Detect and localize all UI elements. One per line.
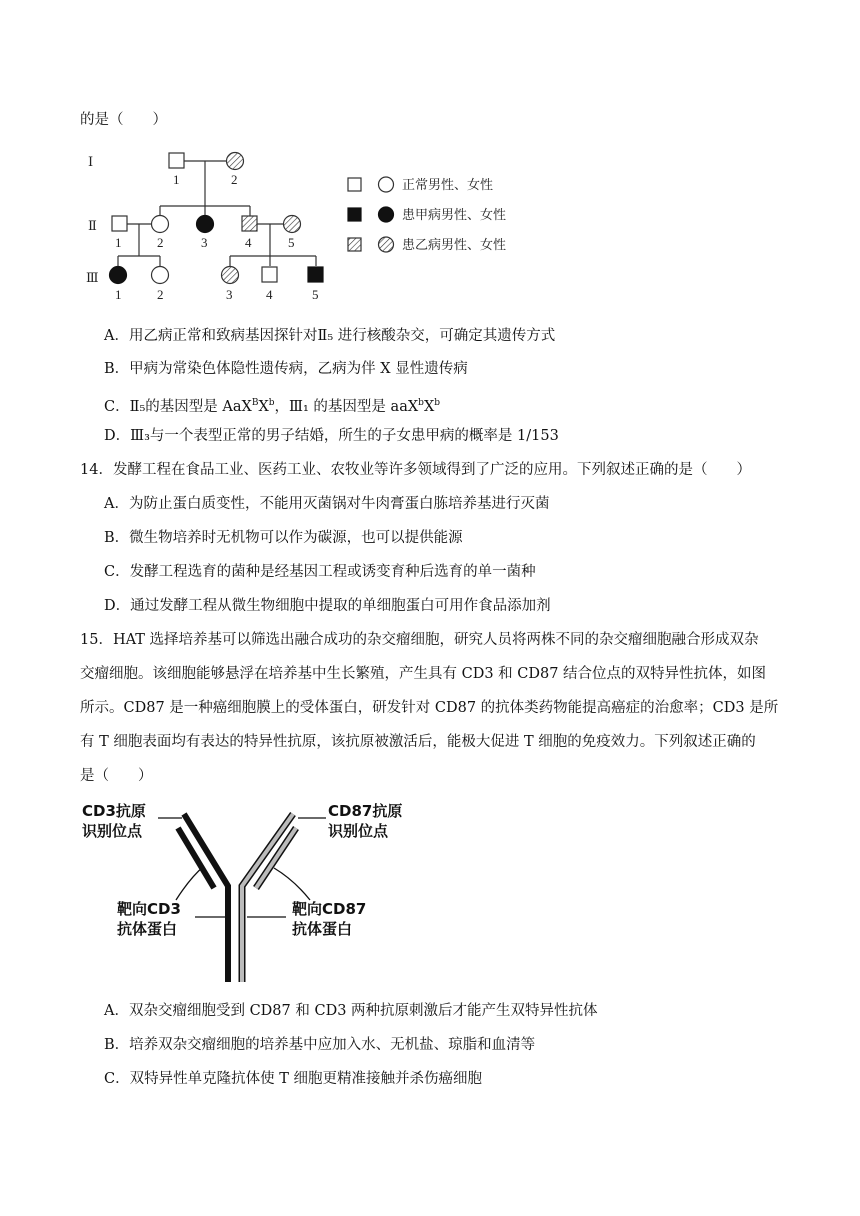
- q15-option-c: C．双特异性单克隆抗体使 T 细胞更精准接触并杀伤癌细胞: [104, 1071, 482, 1087]
- svg-text:4: 4: [245, 235, 252, 250]
- svg-text:5: 5: [312, 287, 319, 302]
- label-cd87-site-1: CD87抗原: [328, 802, 403, 820]
- gen2-female-2: [152, 216, 169, 233]
- q15-option-a: A．双杂交瘤细胞受到 CD87 和 CD3 两种抗原刺激后才能产生双特异性抗体: [104, 1003, 598, 1019]
- q14-stem: 14．发酵工程在食品工业、医药工业、农牧业等许多领域得到了广泛的应用。下列叙述正确的是（ ）: [80, 462, 751, 478]
- pedigree-chart: [80, 146, 560, 306]
- gen3-male-5: [308, 267, 323, 282]
- label-cd87-site-2: 识别位点: [328, 822, 389, 840]
- gen2-female-3: [197, 216, 214, 233]
- gen3-female-2: [152, 267, 169, 284]
- q13-option-a: A．用乙病正常和致病基因探针对Ⅱ₅ 进行核酸杂交，可确定其遗传方式: [104, 328, 556, 344]
- svg-text:2: 2: [231, 172, 238, 187]
- svg-text:患乙病男性、女性: 患乙病男性、女性: [402, 237, 507, 252]
- svg-text:5: 5: [288, 235, 295, 250]
- gen2-female-5: [284, 216, 301, 233]
- svg-text:1: 1: [173, 172, 180, 187]
- label-cd3-protein-2: 抗体蛋白: [117, 920, 178, 938]
- gen1-female-2: [227, 153, 244, 170]
- q13-option-c: C．Ⅱ₅的基因型是 $AaX^BX^b$，Ⅲ₁ 的基因型是 $aaX^bX^b$: [104, 398, 441, 415]
- pedigree-legend: [348, 177, 506, 252]
- svg-text:3: 3: [201, 235, 208, 250]
- label-cd3-site-1: CD3抗原: [82, 802, 146, 820]
- label-cd87-protein-1: 靶向CD87: [292, 900, 367, 918]
- gen-label-2: Ⅱ: [88, 218, 97, 233]
- svg-text:4: 4: [266, 287, 273, 302]
- q13-stem-tail: 的是（ ）: [80, 112, 167, 128]
- label-cd3-site-2: 识别位点: [82, 822, 143, 840]
- gen1-male-1: [169, 153, 184, 168]
- svg-text:1: 1: [115, 235, 122, 250]
- q15-stem-line-2: 交瘤细胞。该细胞能够悬浮在培养基中生长繁殖，产生具有 CD3 和 CD87 结合位点的双特异性抗体，如图: [80, 666, 767, 682]
- q14-option-c: C．发酵工程选育的菌种是经基因工程或诱变育种后选育的单一菌种: [104, 564, 536, 580]
- gen3-female-1: [110, 267, 127, 284]
- q14-option-a: A．为防止蛋白质变性，不能用灭菌锅对牛肉膏蛋白胨培养基进行灭菌: [104, 496, 550, 512]
- bispecific-antibody-figure: [80, 798, 420, 988]
- label-cd87-protein-2: 抗体蛋白: [292, 920, 353, 938]
- svg-text:患甲病男性、女性: 患甲病男性、女性: [402, 207, 507, 222]
- q13-option-b: B．甲病为常染色体隐性遗传病，乙病为伴 X 显性遗传病: [104, 361, 468, 377]
- gen-label-3: Ⅲ: [86, 270, 99, 285]
- q15-stem-line-1: 15．HAT 选择培养基可以筛选出融合成功的杂交瘤细胞，研究人员将两株不同的杂交瘤细胞融合形成双杂: [80, 632, 759, 648]
- cd3-heavy-chain: [184, 814, 228, 982]
- q14-option-d: D．通过发酵工程从微生物细胞中提取的单细胞蛋白可用作食品添加剂: [104, 598, 551, 614]
- q15-stem-line-5: 是（ ）: [80, 768, 153, 784]
- label-cd3-protein-1: 靶向CD3: [117, 900, 181, 918]
- q15-stem-line-3: 所示。CD87 是一种癌细胞膜上的受体蛋白，研发针对 CD87 的抗体类药物能提高癌症的治愈率；CD3 是所: [80, 700, 779, 716]
- svg-text:1: 1: [115, 287, 122, 302]
- q15-option-b: B．培养双杂交瘤细胞的培养基中应加入水、无机盐、琼脂和血清等: [104, 1037, 536, 1053]
- gen-label-1: Ⅰ: [88, 154, 94, 169]
- svg-text:2: 2: [157, 287, 164, 302]
- svg-text:正常男性、女性: 正常男性、女性: [402, 177, 494, 192]
- q14-option-b: B．微生物培养时无机物可以作为碳源，也可以提供能源: [104, 530, 463, 546]
- gen3-male-4: [262, 267, 277, 282]
- q13-option-d: D．Ⅲ₃与一个表型正常的男子结婚，所生的子女患甲病的概率是 1/153: [104, 428, 559, 444]
- svg-text:3: 3: [226, 287, 233, 302]
- gen2-male-1: [112, 216, 127, 231]
- gen2-male-4: [242, 216, 257, 231]
- gen3-female-3: [222, 267, 239, 284]
- svg-text:2: 2: [157, 235, 164, 250]
- q15-stem-line-4: 有 T 细胞表面均有表达的特异性抗原，该抗原被激活后，能极大促进 T 细胞的免疫效力。下列叙述正确的: [80, 734, 756, 750]
